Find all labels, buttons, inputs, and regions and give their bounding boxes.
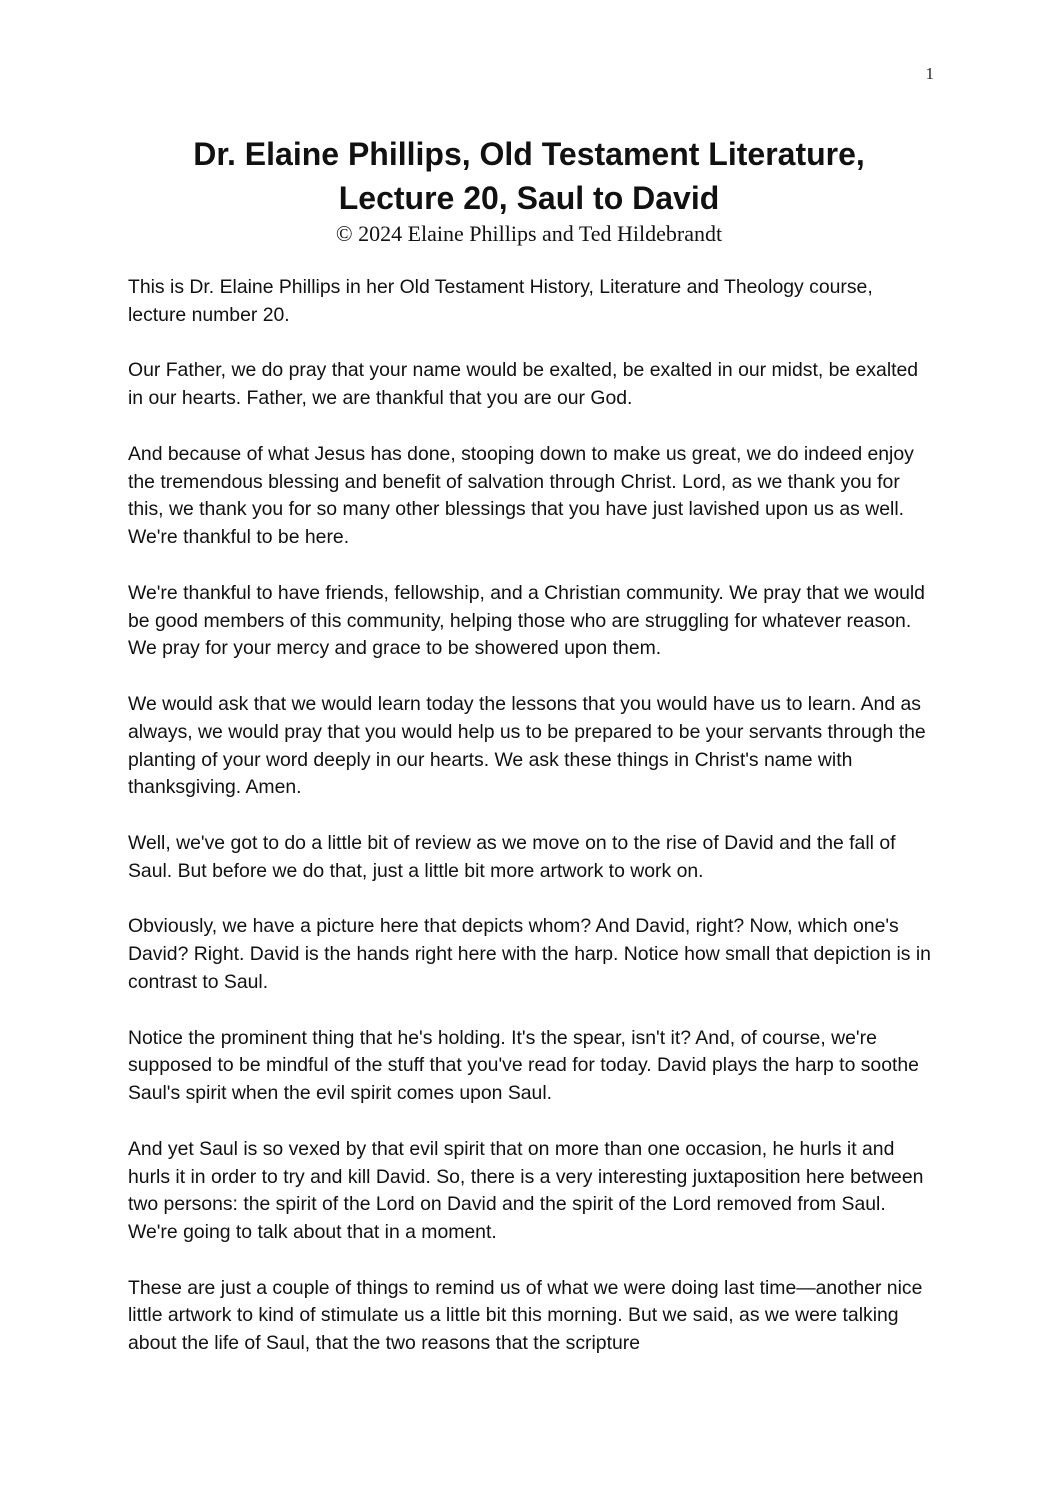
paragraph: And yet Saul is so vexed by that evil spirit that on more than one occasion, he hurls it and hurls it in order to try and kill David. So, there is a very interesting juxtaposition here between two persons: the spirit of the Lord on David and the spirit of the Lord removed from Saul. We're going to talk about that in a moment.: [128, 1137, 924, 1244]
paragraph: We're thankful to have friends, fellowship, and a Christian community. We pray that we would be good members of this community, helping those who are struggling for whatever reason. We pray for your mercy and grace to be showered upon them.: [128, 581, 925, 660]
document-title-line-2: Lecture 20, Saul to David: [338, 180, 720, 216]
paragraph: And because of what Jesus has done, stooping down to make us great, we do indeed enjoy the tremendous blessing and benefit of salvation through Christ. Lord, as we thank you for this, we thank you for so many other blessings that you have just lavished upon us as well. We're thankful to be here.: [128, 442, 914, 549]
paragraph: Our Father, we do pray that your name would be exalted, be exalted in our midst, be exalted in our hearts. Father, we are thankful that you are our God.: [128, 359, 919, 410]
paragraph: This is Dr. Elaine Phillips in her Old Testament History, Literature and Theology course, lecture number 20.: [128, 276, 873, 326]
document-title-line-1: Dr. Elaine Phillips, Old Testament Literature,: [193, 136, 865, 172]
document-header: [0, 132, 1058, 248]
paragraph: We would ask that we would learn today the lessons that you would have us to learn. And as always, we would pray that you would help us to be prepared to be your servants through the planting of your word deeply in our hearts. We ask these things in Christ's name with thanksgiving. Amen.: [128, 692, 926, 799]
paragraph: These are just a couple of things to remind us of what we were doing last time—another nice little artwork to kind of stimulate us a little bit this morning. But we said, as we were talking about the life of Saul, that the two reasons that the scripture: [128, 1276, 923, 1355]
paragraph: Notice the prominent thing that he's holding. It's the spear, isn't it? And, of course, we're supposed to be mindful of the stuff that you've read for today. David plays the harp to soothe Saul's spirit when the evil spirit comes upon Saul.: [128, 1026, 919, 1105]
lecture-transcript: [128, 274, 936, 1386]
paragraph: Obviously, we have a picture here that depicts whom? And David, right? Now, which one's David? Right. David is the hands right here with the harp. Notice how small that depiction is in contrast to Saul.: [128, 915, 931, 993]
copyright-notice: © 2024 Elaine Phillips and Ted Hildebrandt: [335, 221, 723, 246]
page-number: 1: [925, 64, 934, 83]
paragraph: Well, we've got to do a little bit of review as we move on to the rise of David and the fall of Saul. But before we do that, just a little bit more artwork to work on.: [128, 831, 896, 882]
